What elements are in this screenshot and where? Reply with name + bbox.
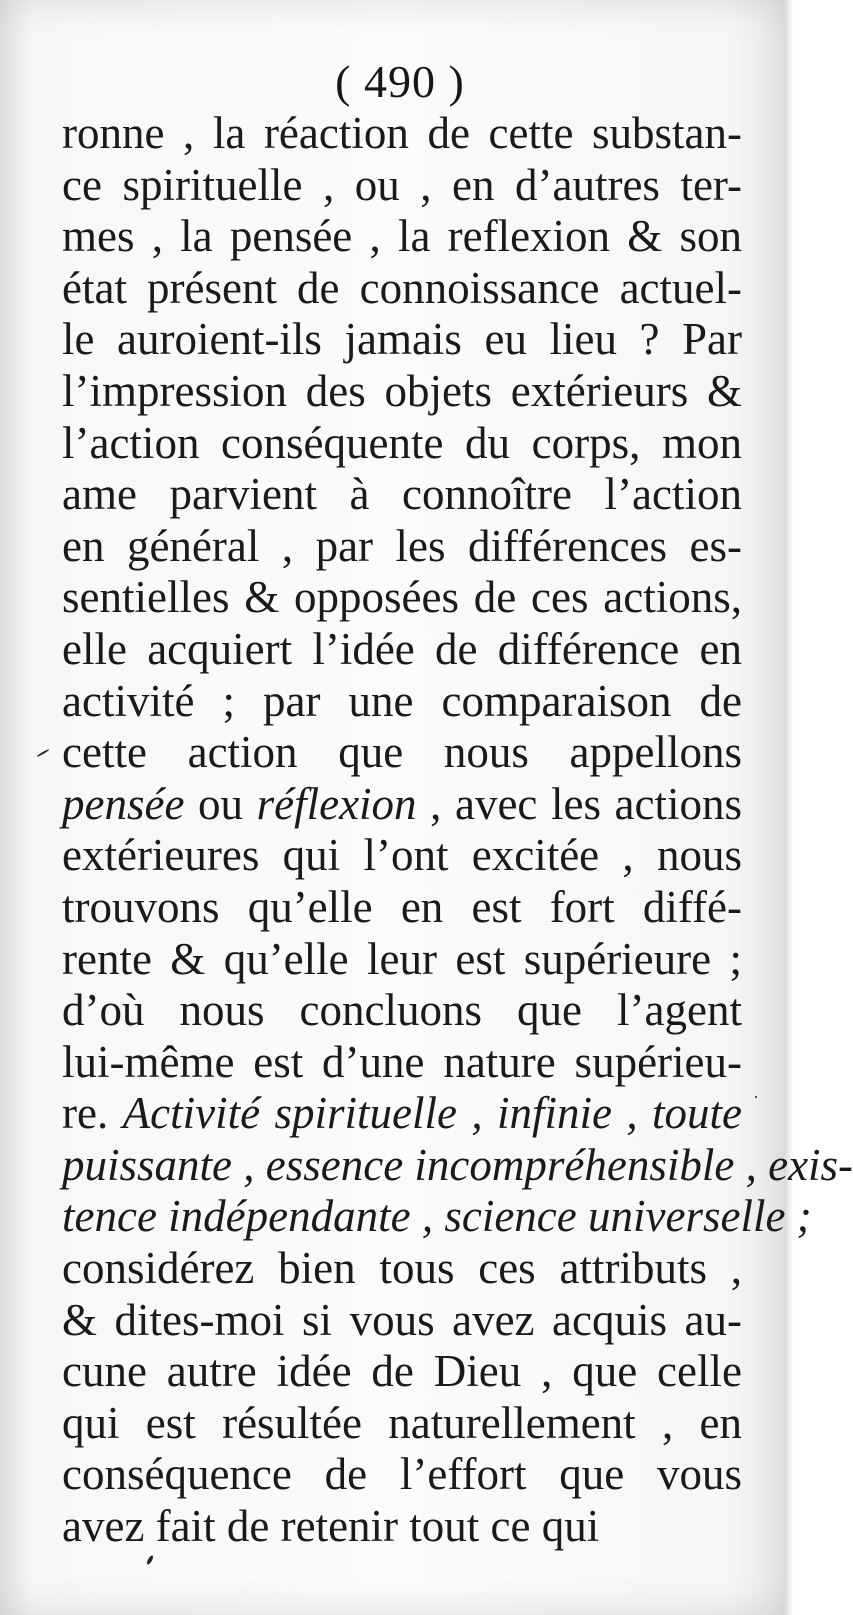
- italic-segment: réflexion: [256, 778, 417, 829]
- text-segment: activité ; par une comparaison de: [62, 675, 742, 726]
- text-segment: re.: [62, 1088, 123, 1139]
- ink-speck: [36, 749, 49, 758]
- text-line: [62, 934, 742, 986]
- body-text: [62, 108, 853, 1553]
- ink-speck: [146, 1555, 154, 1566]
- text-segment: sentielles & opposées de ces actions,: [62, 572, 742, 623]
- text-line: [62, 830, 742, 882]
- text-line: [62, 1243, 742, 1295]
- text-line: [62, 882, 742, 934]
- ink-speck: [755, 1096, 757, 1098]
- text-line: [62, 263, 742, 315]
- text-line: [62, 1295, 742, 1347]
- text-line: [62, 418, 742, 470]
- text-segment: & dites-moi si vous avez acquis au-: [62, 1294, 742, 1345]
- text-segment: conséquence de l’effort que vous: [62, 1449, 742, 1500]
- text-segment: en général , par les différences es-: [62, 520, 742, 571]
- text-segment: qui est résultée naturellement , en: [62, 1397, 742, 1448]
- text-segment: cune autre idée de Dieu , que celle: [62, 1346, 742, 1397]
- text-segment: ronne , la réaction de cette substan-: [62, 108, 742, 158]
- text-segment: ou: [184, 778, 257, 829]
- text-line: [62, 521, 742, 573]
- text-segment: considérez bien tous ces attributs ,: [62, 1243, 742, 1294]
- text-line: [62, 1501, 742, 1553]
- text-segment: extérieures qui l’ont excitée , nous: [62, 830, 742, 881]
- text-segment: , avec les actions: [416, 778, 743, 829]
- text-segment: elle acquiert l’idée de différence en: [62, 623, 742, 674]
- italic-segment: Activité spirituelle , infinie , toute: [122, 1088, 742, 1139]
- text-line: [62, 624, 742, 676]
- text-segment: l’action conséquente du corps, mon: [62, 417, 742, 468]
- text-segment: ce spirituelle , ou , en d’autres ter-: [62, 159, 742, 210]
- text-line: [62, 676, 742, 728]
- text-segment: d’où nous concluons que l’agent: [62, 985, 742, 1036]
- italic-segment: pensée: [62, 778, 185, 829]
- text-segment: trouvons qu’elle en est fort diffé-: [62, 881, 742, 932]
- text-line: [62, 1037, 742, 1089]
- text-segment: cette action que nous appellons: [62, 727, 742, 778]
- text-segment: état présent de connoissance actuel-: [62, 262, 742, 313]
- page-number: ( 490 ): [335, 56, 465, 107]
- italic-segment: tence indépendante , science universelle ;: [62, 1191, 812, 1242]
- text-line: [62, 1088, 742, 1140]
- text-segment: mes , la pensée , la reflexion & son: [62, 211, 742, 262]
- text-line: [62, 572, 742, 624]
- text-line: [62, 366, 742, 418]
- text-line: [62, 1449, 742, 1501]
- text-segment: lui-même est d’une nature supérieu-: [62, 1036, 742, 1087]
- text-line: [62, 985, 742, 1037]
- text-line: [62, 211, 742, 263]
- italic-segment: puissante , essence incompréhensible , exis-: [62, 1139, 853, 1190]
- text-line: [62, 727, 742, 779]
- text-line: [62, 314, 742, 366]
- page-edge: [784, 0, 793, 1615]
- text-line: [62, 1191, 812, 1243]
- text-line: [62, 1346, 742, 1398]
- text-segment: le auroient-ils jamais eu lieu ? Par: [62, 314, 742, 365]
- text-line: [62, 160, 742, 212]
- text-line: [62, 469, 742, 521]
- text-line: [62, 779, 742, 831]
- text-line: [62, 108, 742, 160]
- text-segment: avez fait de retenir tout ce qui: [62, 1501, 600, 1552]
- text-line: [62, 1139, 853, 1192]
- text-segment: ame parvient à connoître l’action: [62, 469, 742, 520]
- text-line: [62, 1398, 742, 1450]
- text-segment: rente & qu’elle leur est supérieure ;: [62, 933, 742, 984]
- text-segment: l’impression des objets extérieurs &: [62, 365, 742, 416]
